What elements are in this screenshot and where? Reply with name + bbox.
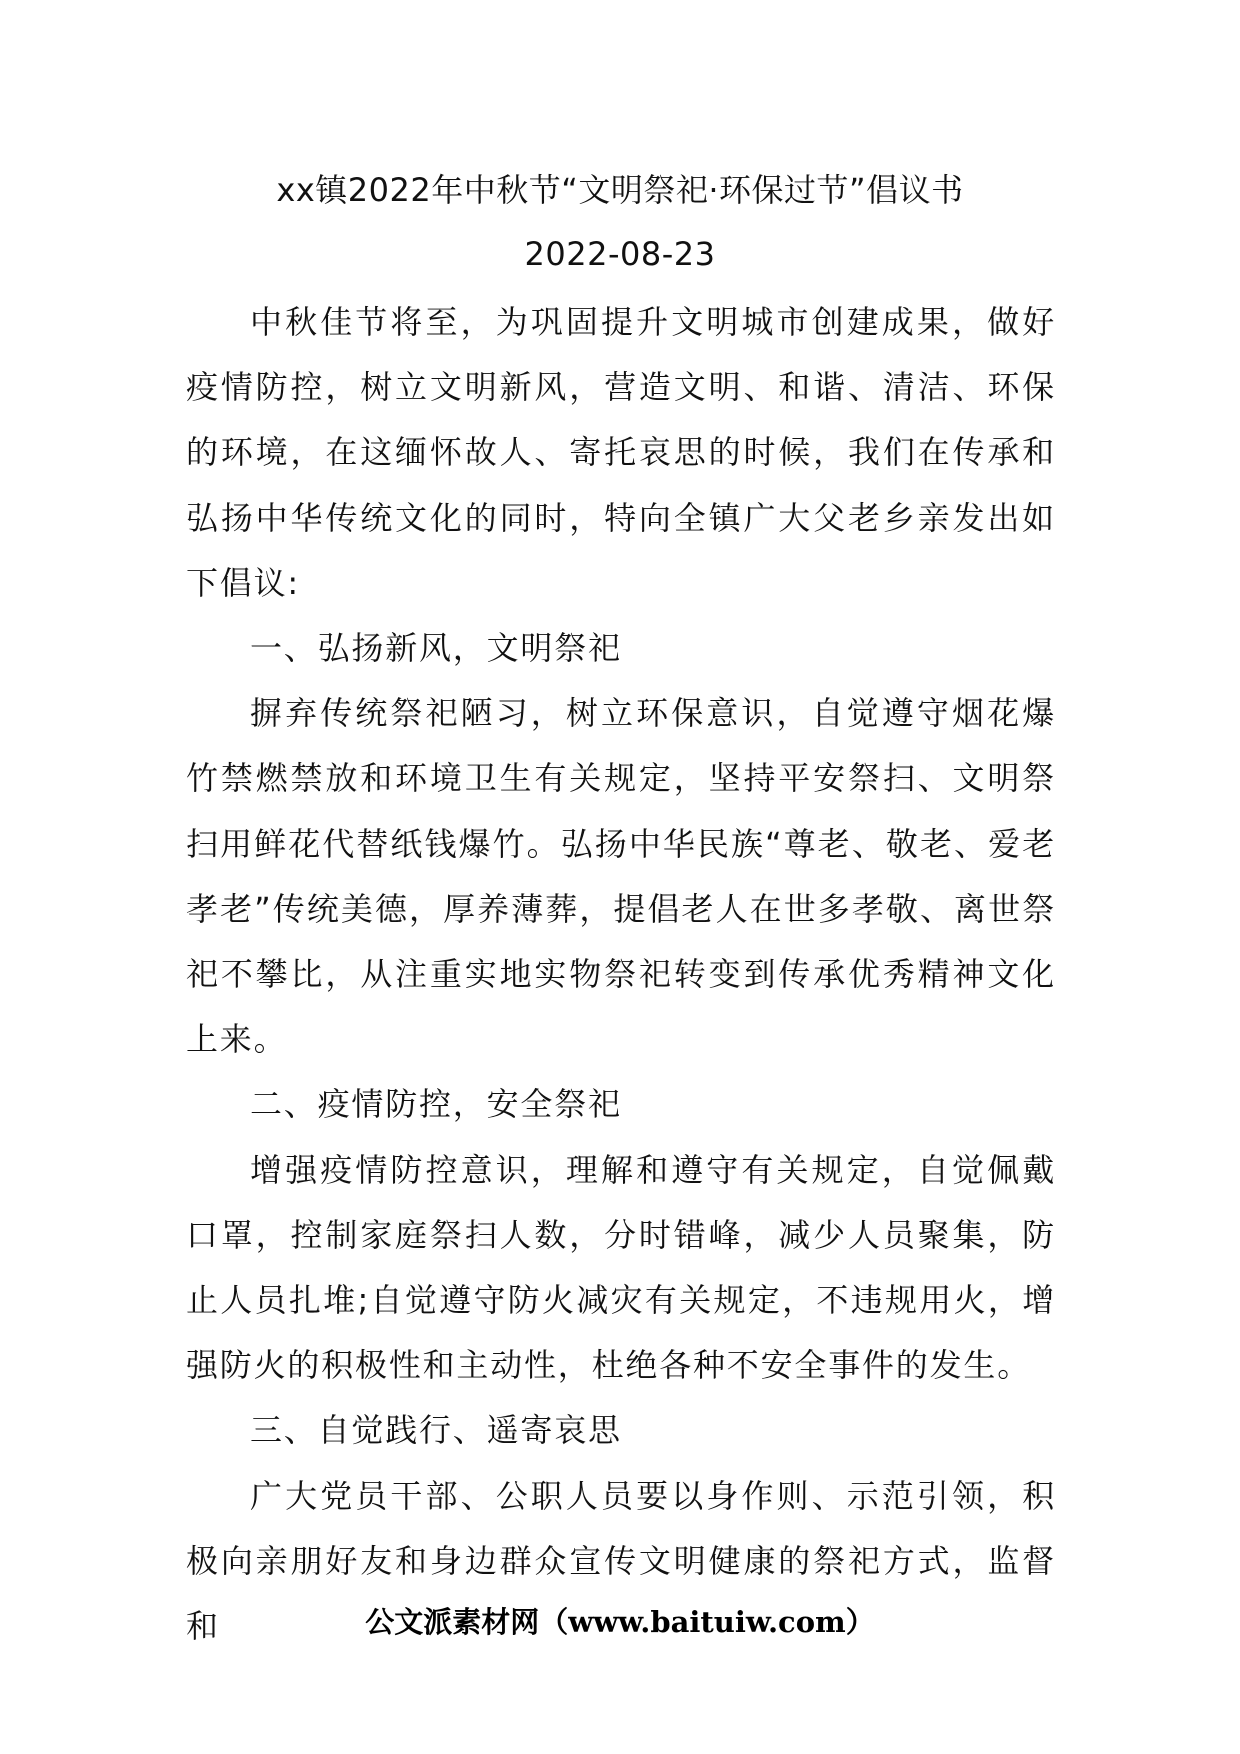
section-heading-3: 三、自觉践行、遥寄哀思 [250,1411,622,1450]
document-body [186,290,1056,1659]
section-paragraph-1: 摒弃传统祭祀陋习，树立环保意识，自觉遵守烟花爆竹禁燃禁放和环境卫生有关规定，坚持平安祭扫、文明祭扫用鲜花代替纸钱爆竹。弘扬中华民族“尊老、敬老、爱老孝老”传统美德，厚养薄葬，提倡老人在世多孝敬、离世祭祀不攀比，从注重实地实物祭祀转变到传承优秀精神文化上来。 [186,694,1056,1059]
document-title: xx镇2022年中秋节“文明祭祀·环保过节”倡议书 [276,171,964,209]
section-heading-2: 二、疫情防控，安全祭祀 [250,1085,622,1124]
intro-paragraph: 中秋佳节将至，为巩固提升文明城市创建成果，做好疫情防控，树立文明新风，营造文明、和谐、清洁、环保的环境，在这缅怀故人、寄托哀思的时候，我们在传承和弘扬中华传统文化的同时，特向全镇广大父老乡亲发出如下倡议: [186,303,1056,602]
section-heading-1: 一、弘扬新风，文明祭祀 [250,629,622,668]
footer-watermark: 公文派素材网（www.baituiw.com） [365,1605,875,1639]
document-date: 2022-08-23 [524,235,716,273]
section-paragraph-2: 增强疫情防控意识，理解和遵守有关规定，自觉佩戴口罩，控制家庭祭扫人数，分时错峰，减少人员聚集，防止人员扎堆;自觉遵守防火减灾有关规定，不违规用火，增强防火的积极性和主动性，杜绝各种不安全事件的发生。 [186,1150,1056,1385]
section-paragraph-3: 广大党员干部、公职人员要以身作则、示范引领，积极向亲朋好友和身边群众宣传文明健康的祭祀方式，监督和 [186,1476,1056,1646]
